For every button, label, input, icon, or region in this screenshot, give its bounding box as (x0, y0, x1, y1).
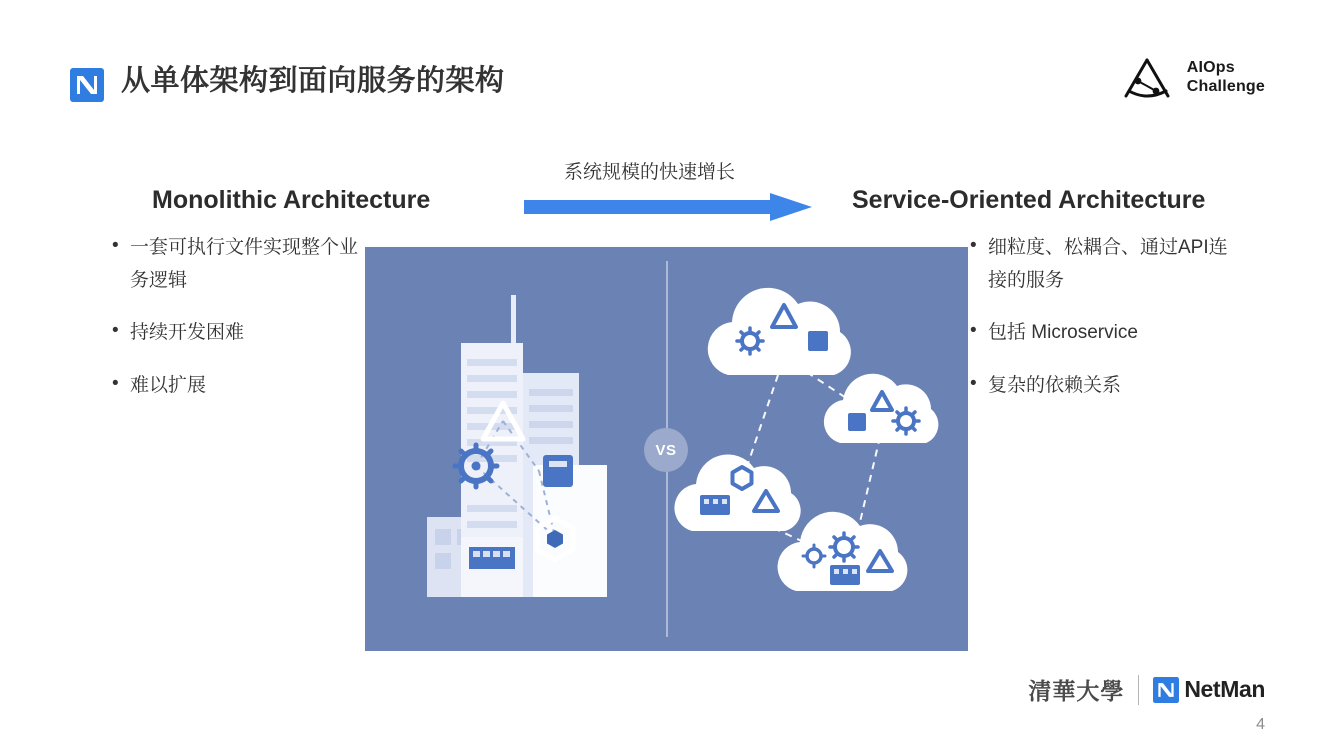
list-item-label: 一套可执行文件实现整个业务逻辑 (130, 237, 359, 291)
architecture-illustration (365, 247, 968, 651)
bullet-marker-icon: • (970, 373, 977, 395)
cloud-node (778, 512, 908, 591)
cloud-node (674, 455, 800, 531)
list-item-label: 包括 Microservice (988, 322, 1138, 344)
growth-arrow-icon (524, 193, 812, 221)
list-item (112, 232, 362, 297)
list-item (970, 370, 1230, 403)
page-number: 4 (1256, 716, 1265, 733)
netman-logo-icon (1153, 677, 1179, 703)
footer-divider (1138, 675, 1139, 705)
list-item-label: 持续开发困难 (130, 322, 245, 344)
arrow-caption: 系统规模的快速增长 (564, 162, 736, 183)
bullet-marker-icon: • (112, 320, 119, 342)
bullet-marker-icon: • (970, 320, 977, 342)
left-column-heading: Monolithic Architecture (152, 186, 431, 214)
list-item (112, 370, 362, 403)
footer (1028, 673, 1265, 706)
right-column-heading: Service-Oriented Architecture (852, 186, 1206, 214)
list-item (970, 232, 1230, 297)
list-item-label: 难以扩展 (130, 375, 207, 397)
aiops-challenge-icon (1119, 55, 1177, 101)
list-item-label: 细粒度、松耦合、通过API连接的服务 (988, 237, 1228, 291)
university-logo-text: 清華大學 (1028, 679, 1125, 704)
cloud-node (824, 374, 938, 443)
brand-text (1187, 59, 1265, 97)
left-bullet-list (112, 232, 362, 423)
page-title: 从单体架构到面向服务的架构 (121, 65, 505, 97)
bullet-marker-icon: • (112, 373, 119, 395)
right-bullet-list (970, 232, 1230, 423)
list-item (112, 317, 362, 350)
list-item-label: 复杂的依赖关系 (988, 375, 1122, 397)
list-item (970, 317, 1230, 350)
microservices-clouds-illustration (668, 247, 968, 651)
netman-label: NetMan (1184, 676, 1265, 702)
cloud-node (708, 288, 851, 375)
monolithic-building-illustration (365, 247, 666, 651)
brand-line-1: AIOps (1186, 59, 1235, 77)
brand-line-2: Challenge (1186, 78, 1265, 95)
netman-logo (1153, 676, 1265, 703)
aiops-challenge-brand (1119, 55, 1265, 101)
vs-badge: VS (644, 428, 688, 472)
bullet-marker-icon: • (970, 235, 977, 256)
netman-logo-icon (70, 68, 104, 102)
bullet-marker-icon: • (112, 235, 119, 256)
